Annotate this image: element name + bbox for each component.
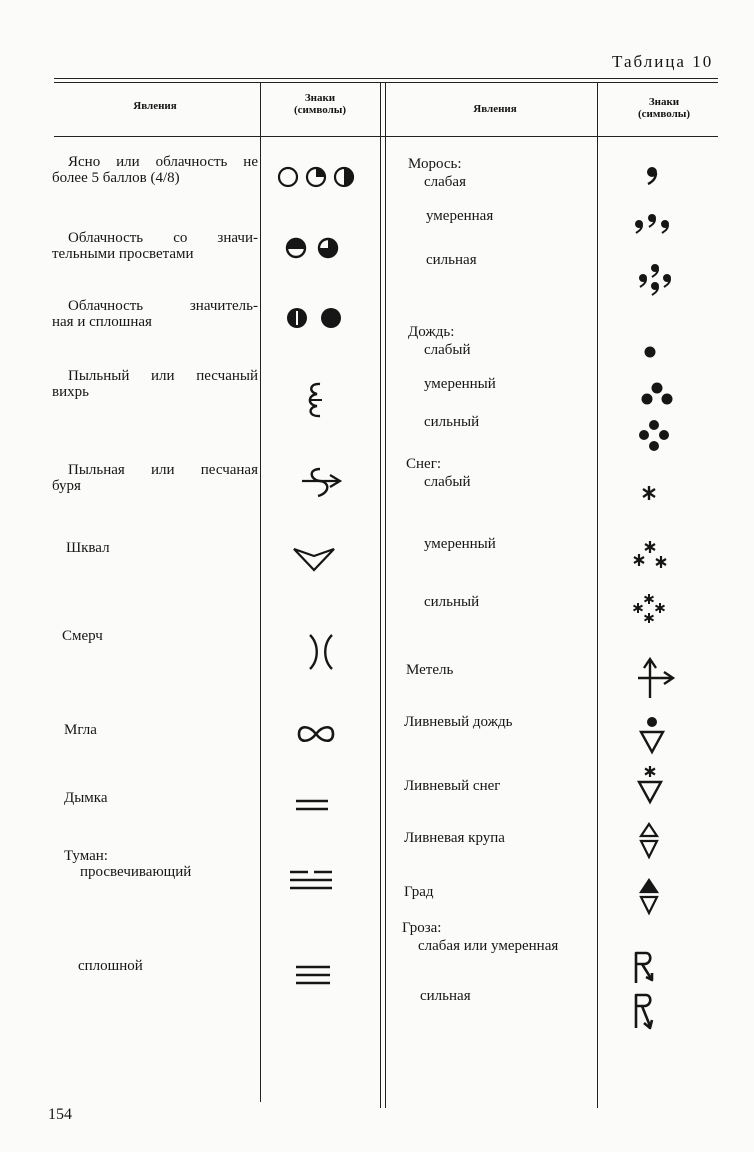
rain-heavy-symbol (636, 418, 672, 454)
left-row-clear (52, 154, 258, 186)
right-heading-snow: Снег: (406, 456, 442, 472)
header-signs-line2: (символы) (637, 108, 691, 120)
blizzard-symbol (634, 656, 676, 700)
haze-symbol (296, 722, 336, 746)
right-item-snow-shower: Ливневый снег (404, 778, 501, 794)
left-line: Облачность значитель- (68, 298, 258, 314)
header-signs-line1: Знаки (304, 92, 336, 104)
right-item-hail: Град (404, 884, 434, 900)
header-bottom-rule (54, 136, 718, 137)
left-row-haze: Мгла (64, 722, 97, 738)
left-line: Ясно или облачность не (68, 154, 258, 170)
left-line: буря (52, 478, 81, 494)
snow-light-symbol (640, 484, 658, 502)
clear-sky-symbols (276, 164, 360, 190)
right-item-rain-shower: Ливневый дождь (404, 714, 513, 730)
left-line: Облачность со значи- (68, 230, 258, 246)
dust-storm-symbol (298, 466, 344, 502)
thunderstorm-moderate-symbol (630, 950, 658, 986)
header-phenomena-right: Явления (473, 103, 517, 115)
rain-light-symbol (642, 344, 658, 360)
header-signs-line2: (символы) (293, 104, 347, 116)
column-divider-left (260, 82, 261, 1102)
partly-cloudy-symbols (284, 236, 348, 260)
right-item-snow-heavy: сильный (424, 594, 480, 610)
right-heading-rain: Дождь: (408, 324, 455, 340)
left-row-tornado: Смерч (62, 628, 103, 644)
rain-moderate-symbol (638, 380, 676, 408)
mist-symbol (294, 796, 330, 814)
drizzle-light-symbol (644, 164, 660, 186)
table-top-rule (54, 78, 718, 79)
left-line: просвечивающий (80, 864, 192, 880)
left-line: тельными просветами (52, 246, 194, 262)
left-line: более 5 баллов (4/8) (52, 170, 180, 186)
left-row-partly-cloudy (52, 230, 258, 262)
header-signs-right (612, 96, 716, 120)
header-signs-line1: Знаки (648, 96, 680, 108)
left-line: Пыльная или песчаная (68, 462, 258, 478)
overcast-symbols (284, 305, 348, 331)
right-item-drizzle-moderate: умеренная (426, 208, 494, 224)
rain-shower-symbol (638, 714, 666, 756)
snow-pellet-shower-symbol (638, 822, 660, 860)
left-line: вихрь (52, 384, 89, 400)
column-divider-center-a (380, 82, 381, 1108)
tornado-symbol (306, 632, 336, 672)
left-row-fog-dense: сплошной (78, 958, 143, 974)
left-row-fog (64, 848, 191, 880)
snow-shower-symbol (636, 764, 664, 806)
squall-symbol (292, 544, 336, 574)
header-signs-left (270, 92, 370, 116)
hail-symbol (638, 878, 660, 916)
table-top-rule-inner (54, 82, 718, 83)
drizzle-moderate-symbol (632, 212, 672, 236)
drizzle-heavy-symbol (636, 262, 674, 296)
dust-whirl-symbol (304, 380, 328, 420)
left-line: Туман: (64, 848, 108, 864)
header-phenomena-left: Явления (133, 100, 177, 112)
table-caption: Таблица 10 (612, 52, 714, 71)
snow-moderate-symbol (630, 538, 670, 572)
left-row-dust-storm (52, 462, 258, 494)
right-item-thunderstorm-heavy: сильная (420, 988, 471, 1004)
left-line: Пыльный или песчаный (68, 368, 258, 384)
left-row-overcast (52, 298, 258, 330)
shallow-fog-symbol (288, 868, 334, 892)
right-heading-thunderstorm: Гроза: (402, 920, 442, 936)
left-row-dust-whirl (52, 368, 258, 400)
right-item-snow-pellet-shower: Ливневая крупа (404, 830, 505, 846)
snow-heavy-symbol (630, 592, 668, 626)
right-item-rain-heavy: сильный (424, 414, 480, 430)
column-divider-center-b (385, 82, 386, 1108)
left-row-mist: Дымка (64, 790, 108, 806)
column-divider-right (597, 82, 598, 1108)
right-item-drizzle-heavy: сильная (426, 252, 477, 268)
left-row-squall: Шквал (66, 540, 110, 556)
right-item-blizzard: Метель (406, 662, 454, 678)
dense-fog-symbol (294, 964, 332, 986)
left-line: ная и сплошная (52, 314, 152, 330)
right-item-rain-light: слабый (424, 342, 471, 358)
thunderstorm-heavy-symbol (630, 992, 658, 1034)
right-item-snow-moderate: умеренный (424, 536, 496, 552)
right-heading-drizzle: Морось: (408, 156, 462, 172)
right-item-thunderstorm-moderate: слабая или умеренная (418, 938, 559, 954)
page-number: 154 (48, 1106, 72, 1123)
right-item-snow-light: слабый (424, 474, 471, 490)
right-item-rain-moderate: умеренный (424, 376, 496, 392)
right-item-drizzle-light: слабая (424, 174, 466, 190)
